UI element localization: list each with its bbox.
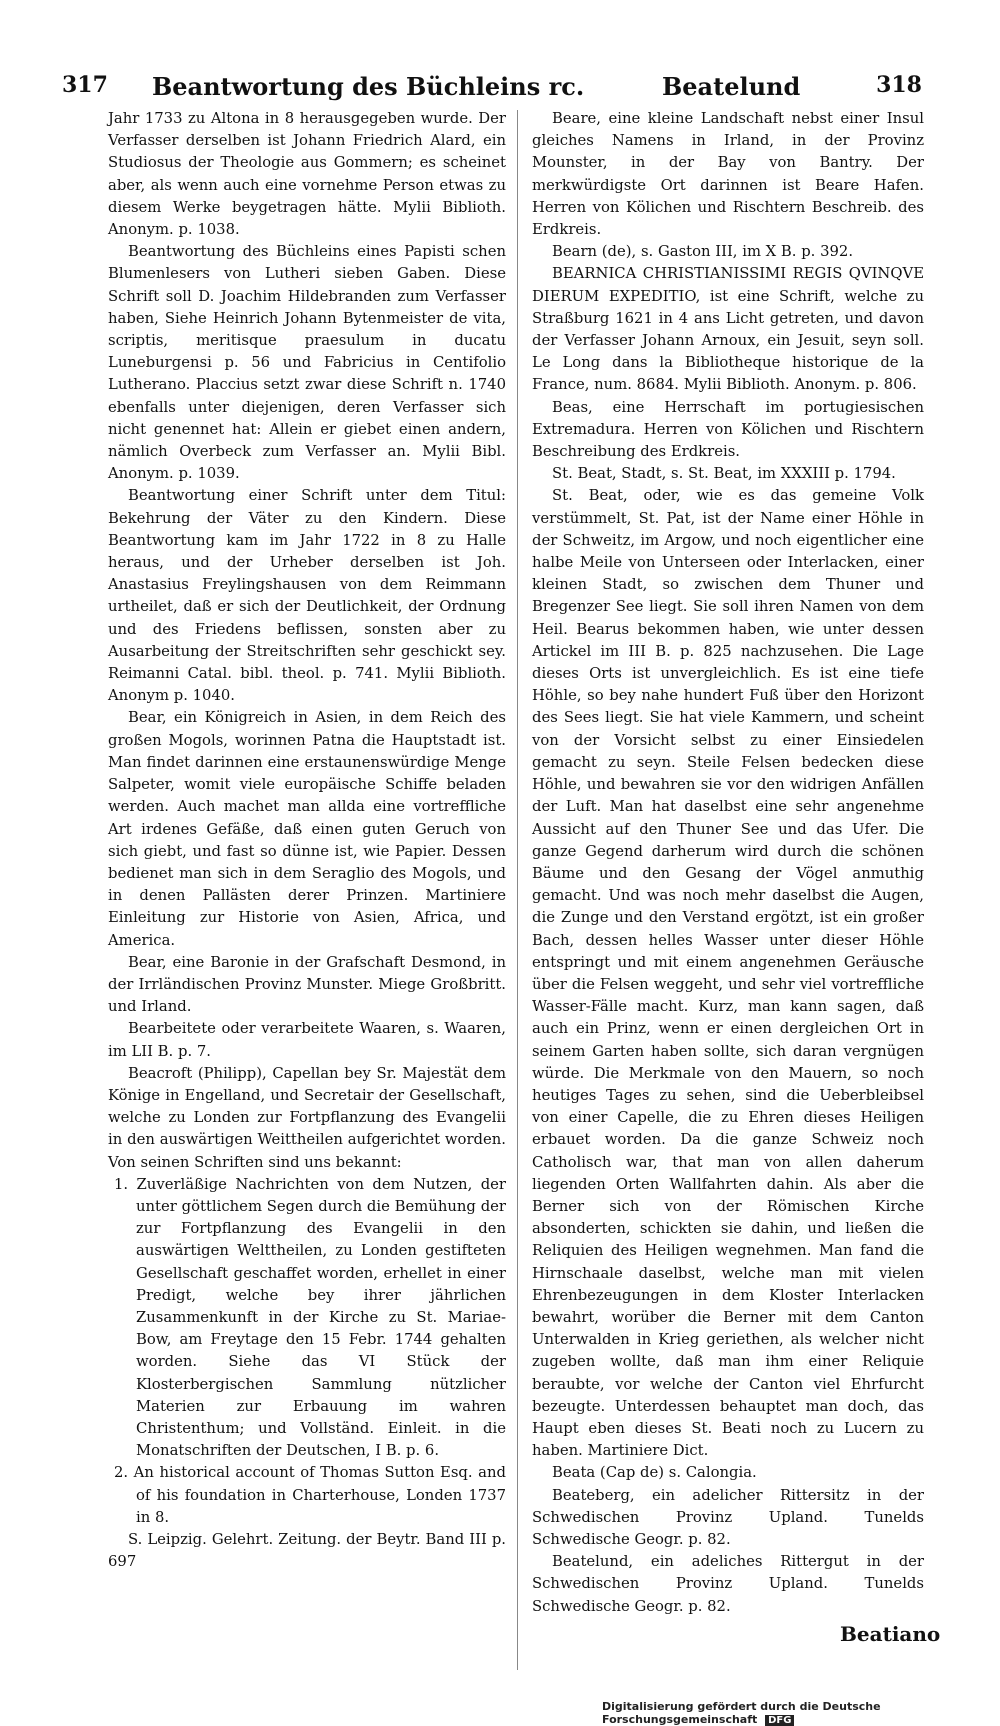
- left-column-paragraph: 2. An historical account of Thomas Sutton Esq. and of his foundation in Charterhouse, Londen 1737 in 8.: [114, 1464, 506, 1526]
- column-divider: [517, 110, 518, 1670]
- right-column-paragraph: Beateberg, ein adelicher Rittersitz in der Schwedischen Provinz Upland. Tunelds Schwedische Geogr. p. 82.: [532, 1486, 924, 1548]
- right-column-paragraph: BEARNICA CHRISTIANISSIMI REGIS QVINQVE DIERUM EXPEDITIO, ist eine Schrift, welche zu Straßburg 1621 in 4 ans Licht getreten, und davon der Verfasser Johann Arnoux, ein Jesuit, seyn soll. Le Long dans la Bibliotheque historique de la France, num. 8684. Mylii Biblioth. Anonym. p. 806.: [532, 265, 924, 394]
- left-column-paragraph: Bear, eine Baronie in der Grafschaft Desmond, in der Irrländischen Provinz Munster. Miege Großbritt. und Irland.: [108, 953, 506, 1016]
- digitization-footer: [602, 1700, 1000, 1726]
- page-number-right: 318: [876, 72, 922, 98]
- right-column: [532, 108, 924, 1618]
- right-column-paragraph: Beata (Cap de) s. Calongia.: [552, 1464, 757, 1482]
- right-column-paragraph: Bearn (de), s. Gaston III, im X B. p. 392.: [552, 243, 854, 261]
- page-number-left: 317: [62, 72, 108, 98]
- left-column-paragraph: 1. Zuverläßige Nachrichten von dem Nutzen, der unter göttlichem Segen durch die Bemühung der zur Fortpflanzung des Evangelii in den auswärtigen Welttheilen, zu Londen gestifteten Gesellschaft geschaffet worden, erhellet in einer Predigt, welche bey ihrer jährlichen Zusammenkunft in der Kirche zu St. Mariae-Bow, am Freytage den 15 Febr. 1744 gehalten worden. Siehe das VI Stück der Klosterbergischen Sammlung nützlicher Materien zur Erbauung im wahren Christenthum; und Vollständ. Einleit. in die Monatschriften der Deutschen, I B. p. 6.: [114, 1175, 506, 1460]
- left-column-paragraph: Beacroft (Philipp), Capellan bey Sr. Majestät dem Könige in Engelland, und Secretair der Gesellschaft, welche zu Londen zur Fortpflanzung des Evangelii in den auswärtigen Weittheilen aufgerichtet worden. Von seinen Schriften sind uns bekannt:: [108, 1064, 506, 1171]
- catchword: Beatiano: [840, 1622, 941, 1646]
- left-column-paragraph: Bearbeitete oder verarbeitete Waaren, s. Waaren, im LII B. p. 7.: [108, 1020, 506, 1060]
- left-column-paragraph: Beantwortung des Büchleins eines Papisti schen Blumenlesers von Lutheri sieben Gaben. Diese Schrift soll D. Joachim Hildebranden zum Verfasser haben, Siehe Heinrich Johann Bytenmeister de vita, scriptis, meritisque praesulum in ducatu Luneburgensi p. 56 und Fabricius in Centifolio Lutherano. Placcius setzt zwar diese Schrift n. 1740 ebenfalls unter diejenigen, deren Verfasser sich nicht genennet hat: Allein er giebet einen andern, nämlich Overbeck zum Verfasser an. Mylii Bibl. Anonym. p. 1039.: [108, 243, 506, 483]
- left-column-paragraph: Bear, ein Königreich in Asien, in dem Reich des großen Mogols, worinnen Patna die Hauptstadt ist. Man findet darinnen eine erstaunenswürdige Menge Salpeter, womit viele europäische Schiffe beladen werden. Auch machet man allda eine vortreffliche Art irdenes Gefäße, daß einen guten Geruch von sich giebt, und fast so dünne ist, wie Papier. Dessen bedienet man sich in dem Seraglio des Mogols, und in denen Pallästen derer Prinzen. Martiniere Einleitung zur Historie von Asien, Africa, und America.: [108, 709, 506, 949]
- running-head-right: Beatelund: [662, 72, 801, 101]
- dfg-logo: DFG: [765, 1715, 794, 1726]
- left-column-paragraph: Beantwortung einer Schrift unter dem Titul: Bekehrung der Väter zu den Kindern. Diese Beantwortung kam im Jahr 1722 in 8 zu Halle heraus, und der Urheber derselben ist Joh. Anastasius Freylingshausen von dem Reimmann urtheilet, daß er sich der Deutlichkeit, der Ordnung und des Friedens beflissen, sonsten aber zu Ausarbeitung der Streitschriften sehr geschickt sey. Reimanni Catal. bibl. theol. p. 741. Mylii Biblioth. Anonym p. 1040.: [108, 487, 506, 705]
- footer-text: Digitalisierung gefördert durch die Deutsche Forschungsgemeinschaft: [602, 1700, 881, 1726]
- running-head-left: Beantwortung des Büchleins rc.: [152, 72, 585, 101]
- right-column-paragraph: St. Beat, oder, wie es das gemeine Volk verstümmelt, St. Pat, ist der Name einer Höhle in der Schweitz, im Argow, und noch eigentlicher eine halbe Meile von Unterseen oder Interlacken, einer kleinen Stadt, so zwischen dem Thuner und Bregenzer See liegt. Sie soll ihren Namen von dem Heil. Bearus bekommen haben, wie unter dessen Artickel im III B. p. 825 nachzusehen. Die Lage dieses Orts ist unvergleichlich. Es ist eine tiefe Höhle, so bey nahe hundert Fuß über den Horizont des Sees liegt. Sie hat viele Kammern, und scheint von der Vorsicht selbst zu einer Einsiedelen gemacht zu seyn. Steile Felsen bedecken diese Höhle, und bewahren sie vor den widrigen Anfällen der Luft. Man hat daselbst eine sehr angenehme Aussicht auf den Thuner See und das Ufer. Die ganze Gegend darherum wird durch die schönen Bäume und den Gesang der Vögel anmuthig gemacht. Und was noch mehr daselbst die Augen, die Zunge und den Verstand ergötzt, ist ein großer Bach, dessen helles Wasser unter dieser Höhle entspringt und mit einem angenehmen Geräusche über die Felsen weggeht, und sehr viel vortreffliche Wasser-Fälle macht. Kurz, man kann sagen, daß auch ein Prinz, wenn er einen dergleichen Ort in seinem Garten haben sollte, sich daran vergnügen würde. Die Merkmale von den Mauern, so noch heutiges Tages zu sehen, sind die Ueberbleibsel von einer Capelle, die zu Ehren dieses Heiligen erbauet worden. Da die ganze Schweiz noch Catholisch war, that man von allen daherum liegenden Orten Wallfahrten dahin. Als aber die Berner sich von der Römischen Kirche absonderten, schickten sie dahin, und ließen die Reliquien des Heiligen wegnehmen. Man fand die Hirnschaale daselbst, welche man mit vielen Ehrenbezeugungen in dem Kloster Interlacken bewahrt, worüber die Berner mit dem Canton Unterwalden in Krieg geriethen, als welcher nicht zugeben wollte, daß man ihm einer Reliquie beraubte, vor welche der Canton viel Ehrfurcht bezeugte. Unterdessen behauptet man doch, das Haupt eben dieses St. Beati noch zu Lucern zu haben. Martiniere Dict.: [532, 487, 924, 1460]
- left-column-paragraph: S. Leipzig. Gelehrt. Zeitung. der Beytr. Band III p. 697: [108, 1531, 506, 1571]
- right-column-paragraph: Beatelund, ein adeliches Rittergut in der Schwedischen Provinz Upland. Tunelds Schwedische Geogr. p. 82.: [532, 1553, 924, 1615]
- right-column-paragraph: Beas, eine Herrschaft im portugiesischen Extremadura. Herren von Kölichen und Rischtern Beschreibung des Erdkreis.: [532, 398, 924, 461]
- left-column: [108, 108, 506, 1573]
- right-column-paragraph: St. Beat, Stadt, s. St. Beat, im XXXIII p. 1794.: [552, 465, 896, 483]
- right-column-paragraph: Beare, eine kleine Landschaft nebst einer Insul gleiches Namens in Irland, in der Provinz Mounster, in der Bay von Bantry. Der merkwürdigste Ort darinnen ist Beare Hafen. Herren von Kölichen und Rischtern Beschreib. des Erdkreis.: [532, 110, 924, 239]
- left-column-paragraph: Jahr 1733 zu Altona in 8 herausgegeben wurde. Der Verfasser derselben ist Johann Friedrich Alard, ein Studiosus der Theologie aus Gommern; es scheinet aber, als wenn auch eine vornehme Person etwas zu diesem Werke beygetragen hätte. Mylii Biblioth. Anonym. p. 1038.: [108, 110, 506, 239]
- page-header: [62, 72, 922, 106]
